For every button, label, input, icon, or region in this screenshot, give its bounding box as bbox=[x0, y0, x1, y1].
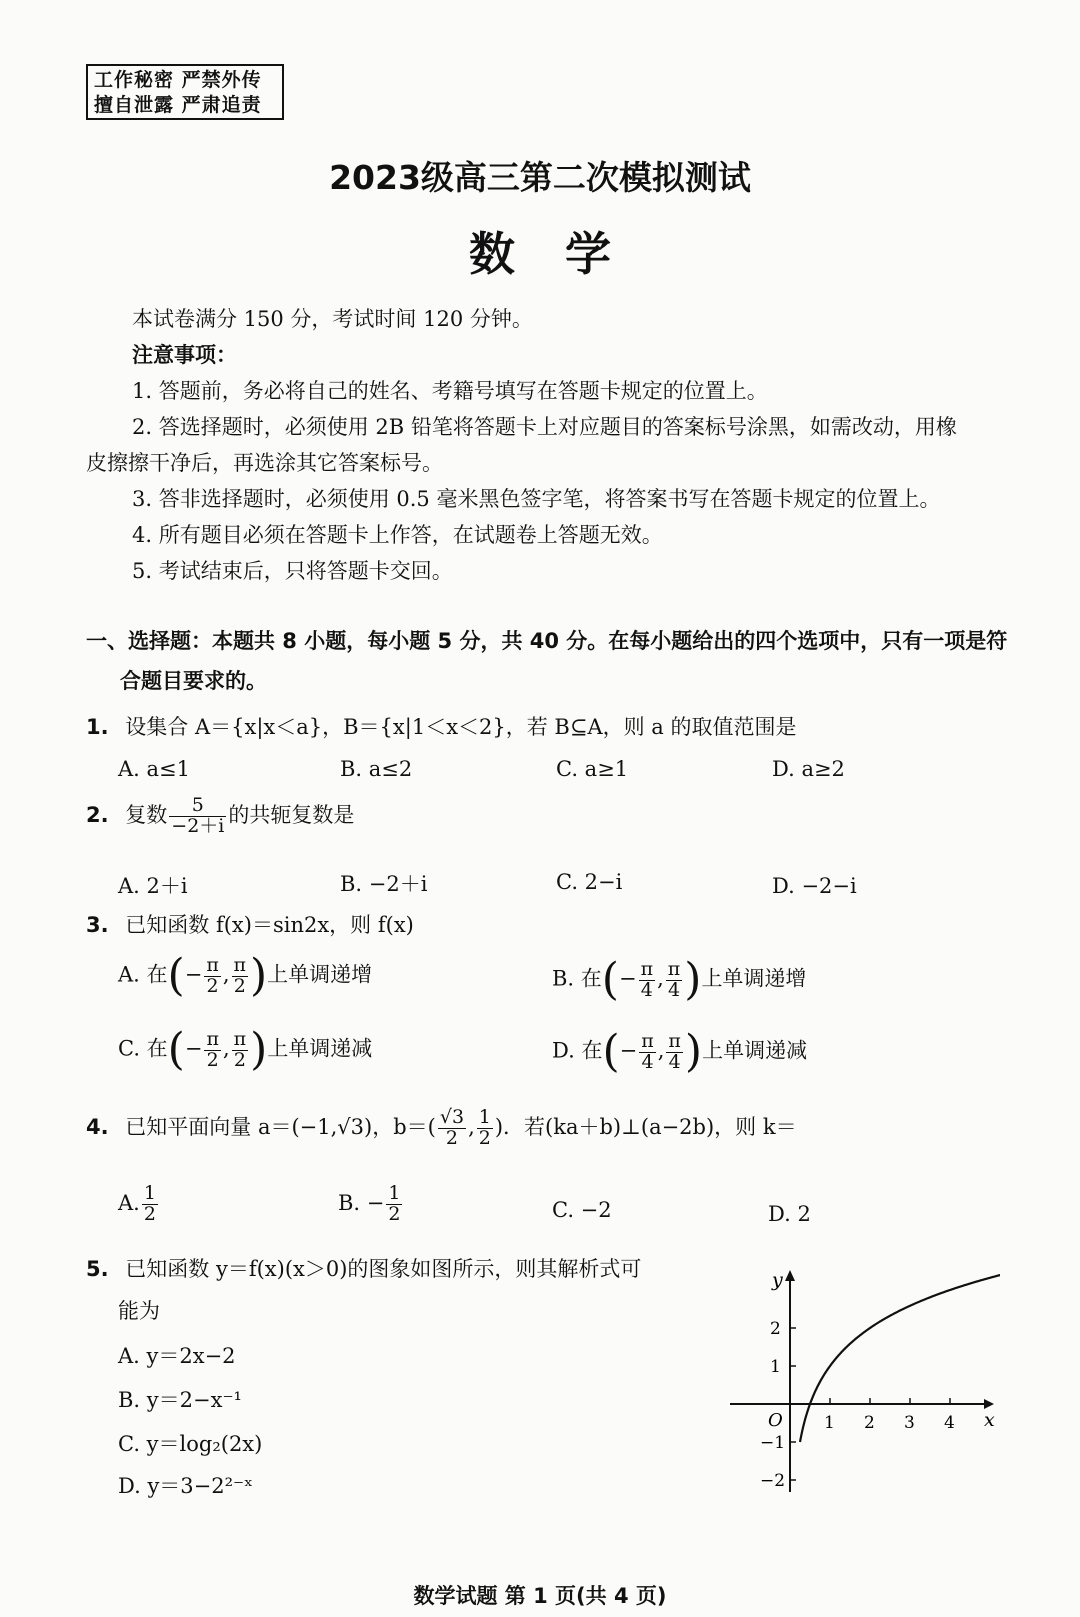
q3-option-c: C. 在(− $\frac{\pi}{2}$ , $\frac{\pi}{2}$ )上单调递减 bbox=[118, 1024, 373, 1075]
notice-item-3: 3. 答非选择题时，必须使用 0.5 毫米黑色签字笔，将答案书写在答题卡规定的位置上。 bbox=[132, 487, 941, 511]
notice-intro: 本试卷满分 150 分，考试时间 120 分钟。 bbox=[132, 307, 533, 331]
q5-option-b: B. y＝2−x⁻¹ bbox=[118, 1388, 242, 1412]
option-prefix: A. bbox=[118, 1190, 140, 1215]
x-tick-3: 3 bbox=[904, 1413, 915, 1433]
comma: , bbox=[222, 1036, 230, 1061]
question-number: 4. bbox=[86, 1114, 109, 1139]
option-prefix: B. − bbox=[338, 1190, 385, 1215]
q5-option-a: A. y＝2x−2 bbox=[118, 1344, 236, 1368]
question-number: 3. bbox=[86, 913, 109, 937]
q4-option-b bbox=[338, 1184, 404, 1225]
function-graph bbox=[724, 1266, 1000, 1502]
exam-title: 2023级高三第二次模拟测试 bbox=[329, 158, 751, 197]
question-number: 1. bbox=[86, 715, 109, 739]
fraction bbox=[169, 796, 226, 837]
y-axis-label: y bbox=[772, 1269, 783, 1291]
notice-item-5: 5. 考试结束后，只将答题卡交回。 bbox=[132, 559, 453, 583]
question-2 bbox=[86, 796, 354, 837]
stamp-line-1: 工作秘密 严禁外传 bbox=[94, 69, 262, 91]
option-suffix: 上单调递减 bbox=[267, 1036, 373, 1061]
denominator: 4 bbox=[640, 978, 653, 1001]
question-number: 2. bbox=[86, 802, 109, 827]
option-prefix: C. 在 bbox=[118, 1036, 168, 1061]
question-5-cont: 能为 bbox=[118, 1299, 160, 1323]
q1-option-a: A. a≤1 bbox=[118, 757, 190, 781]
q3-option-a: A. 在(− $\frac{\pi}{2}$ , $\frac{\pi}{2}$ )上单调递增 bbox=[118, 950, 373, 1001]
confidential-stamp bbox=[86, 64, 284, 120]
y-tick-neg1: −1 bbox=[760, 1433, 786, 1453]
denominator: 4 bbox=[668, 1050, 681, 1073]
numerator: 1 bbox=[388, 1182, 401, 1204]
section-1-heading-cont: 合题目要求的。 bbox=[120, 669, 267, 693]
x-tick-4: 4 bbox=[944, 1413, 955, 1433]
numerator: π bbox=[233, 953, 246, 976]
numerator: π bbox=[206, 953, 219, 976]
option-suffix: 上单调递增 bbox=[701, 966, 807, 991]
q5-option-c: C. y＝log₂(2x) bbox=[118, 1432, 263, 1456]
denominator: 2 bbox=[445, 1126, 459, 1149]
comma: , bbox=[657, 1038, 665, 1063]
numerator: 5 bbox=[169, 796, 226, 817]
question-3 bbox=[86, 910, 414, 940]
numerator: π bbox=[640, 957, 654, 980]
minus: − bbox=[619, 1038, 638, 1063]
numerator: π bbox=[668, 1029, 681, 1052]
numerator: 1 bbox=[478, 1106, 491, 1128]
x-axis-arrow bbox=[984, 1399, 994, 1409]
q1-option-c: C. a≥1 bbox=[556, 757, 629, 781]
q2-option-d: D. −2−i bbox=[772, 874, 857, 898]
minus: − bbox=[618, 966, 637, 991]
option-prefix: D. 在 bbox=[552, 1038, 603, 1063]
question-1 bbox=[86, 712, 797, 742]
y-tick-neg2: −2 bbox=[760, 1471, 786, 1491]
denominator: 2 bbox=[206, 1048, 219, 1071]
notice-item-1: 1. 答题前，务必将自己的姓名、考籍号填写在答题卡规定的位置上。 bbox=[132, 379, 768, 403]
origin-label: O bbox=[768, 1410, 783, 1431]
denominator: 2 bbox=[388, 1202, 401, 1225]
denominator: 2 bbox=[233, 1048, 246, 1071]
option-prefix: B. 在 bbox=[552, 966, 602, 991]
option-suffix: 上单调递增 bbox=[267, 962, 373, 987]
numerator: π bbox=[667, 957, 681, 980]
option-suffix: 上单调递减 bbox=[702, 1038, 808, 1063]
page-footer: 数学试题 第 1 页(共 4 页) bbox=[413, 1584, 667, 1608]
q3-option-d: D. 在(− $\frac{\pi}{4}$ , $\frac{\pi}{4}$ )上单调递减 bbox=[552, 1026, 808, 1077]
y-axis-arrow bbox=[785, 1270, 795, 1281]
notice-item-4: 4. 所有题目必须在答题卡上作答，在试题卷上答题无效。 bbox=[132, 523, 663, 547]
notice-item-2: 2. 答选择题时，必须使用 2B 铅笔将答题卡上对应题目的答案标号涂黑，如需改动，用橡 bbox=[132, 415, 957, 439]
minus: − bbox=[184, 1036, 203, 1061]
comma: , bbox=[222, 962, 230, 987]
y-tick-2: 2 bbox=[770, 1319, 781, 1339]
minus: − bbox=[184, 962, 203, 987]
numerator: 1 bbox=[143, 1182, 156, 1204]
q4-option-c: C. −2 bbox=[552, 1198, 612, 1222]
q4-option-d: D. 2 bbox=[768, 1202, 811, 1226]
y-tick-1: 1 bbox=[770, 1357, 781, 1377]
question-stem: 设集合 A＝{x|x＜a}，B＝{x|1＜x＜2}，若 B⊆A，则 a 的取值范围是 bbox=[125, 715, 797, 739]
denominator: 2 bbox=[233, 974, 246, 997]
q1-option-b: B. a≤2 bbox=[340, 757, 413, 781]
numerator: π bbox=[233, 1027, 247, 1050]
q5-option-d: D. y＝3−2²⁻ˣ bbox=[118, 1474, 254, 1498]
denominator: 4 bbox=[667, 978, 681, 1001]
notice-item-2-cont: 皮擦擦干净后，再选涂其它答案标号。 bbox=[86, 451, 443, 475]
comma: , bbox=[657, 966, 664, 991]
denominator: 2 bbox=[478, 1126, 491, 1149]
q4-option-a bbox=[118, 1184, 160, 1225]
question-stem-post: 的共轭复数是 bbox=[228, 802, 355, 827]
numerator: √3 bbox=[439, 1106, 465, 1128]
stamp-line-2: 擅自泄露 严肃追责 bbox=[94, 94, 262, 116]
option-prefix: A. 在 bbox=[118, 962, 168, 987]
q3-option-b: B. 在(− $\frac{\pi}{4}$ , $\frac{\pi}{4}$ )上单调递增 bbox=[552, 954, 807, 1005]
question-stem-a: 已知平面向量 a＝(−1,√3)，b＝( bbox=[125, 1114, 436, 1139]
x-axis-label: x bbox=[984, 1409, 995, 1431]
denominator: 2 bbox=[206, 974, 219, 997]
question-stem: 已知函数 f(x)＝sin2x，则 f(x) bbox=[125, 913, 414, 937]
subject-title: 数学 bbox=[469, 227, 661, 281]
x-tick-1: 1 bbox=[824, 1413, 835, 1433]
question-number: 5. bbox=[86, 1257, 109, 1281]
question-stem-b: )．若(ka＋b)⊥(a−2b)，则 k＝ bbox=[494, 1114, 797, 1139]
q2-option-c: C. 2−i bbox=[556, 870, 623, 894]
denominator: −2＋i bbox=[171, 814, 225, 837]
numerator: π bbox=[641, 1029, 654, 1052]
question-4: 4. 已知平面向量 a＝(−1,√3)，b＝( $\frac{√3}{2}$ , $\frac{1}{2}$ )．若(ka＋b)⊥(a−2b)，则 k＝ bbox=[86, 1106, 797, 1149]
q2-option-b: B. −2＋i bbox=[340, 872, 428, 896]
q2-option-a: A. 2＋i bbox=[118, 874, 188, 898]
question-5 bbox=[86, 1254, 641, 1284]
notice-heading: 注意事项： bbox=[132, 343, 237, 367]
question-stem: 已知函数 y＝f(x)(x＞0)的图象如图所示，则其解析式可 bbox=[125, 1257, 642, 1281]
denominator: 2 bbox=[143, 1202, 156, 1225]
question-stem-pre: 复数 bbox=[125, 802, 168, 827]
x-tick-2: 2 bbox=[864, 1413, 875, 1433]
section-1-heading: 一、选择题：本题共 8 小题，每小题 5 分，共 40 分。在每小题给出的四个选项中，只有一项是符 bbox=[86, 629, 1008, 653]
q1-option-d: D. a≥2 bbox=[772, 757, 845, 781]
denominator: 4 bbox=[641, 1050, 654, 1073]
numerator: π bbox=[206, 1027, 219, 1050]
